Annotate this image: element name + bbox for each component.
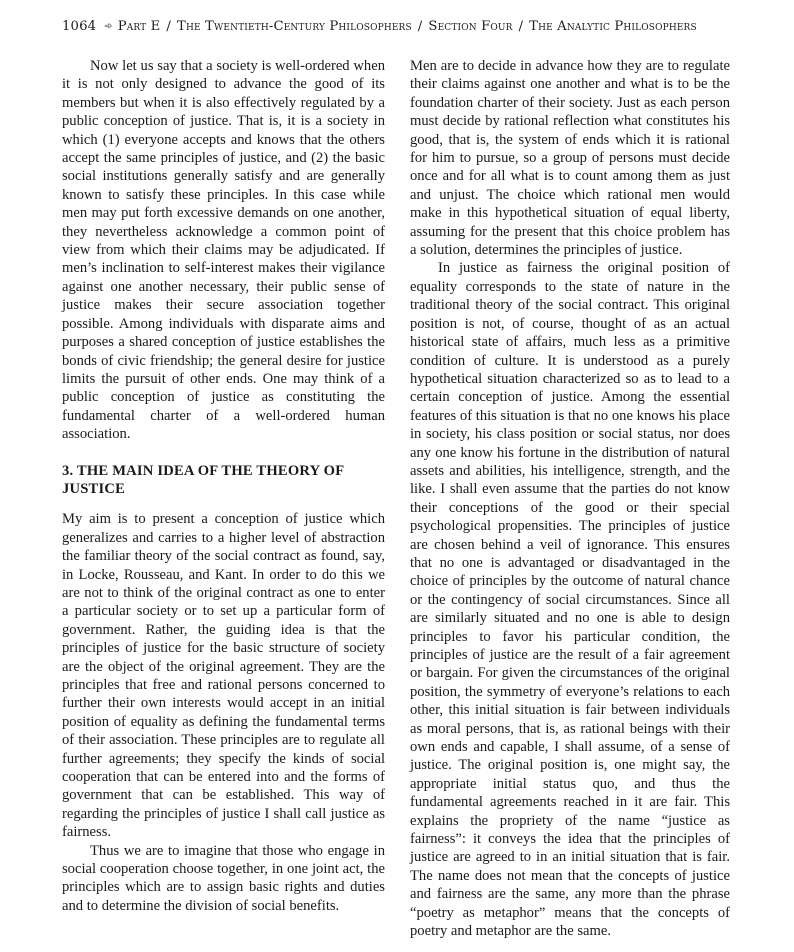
book-title: The Twentieth-Century Philosophers: [177, 19, 412, 34]
body-paragraph: Men are to decide in advance how they are to regulate their claims against one another and what is to be the foundation charter of their society. Just as each person must decide by rational reflection what constitutes his good, that is, the system of ends which it is rational for him to pursue, so a group of persons must decide once and for all what is to count among them as just and unjust. The choice which rational men would make in this hypothetical situation of equal liberty, assuming for the present that this choice problem has a solution, determines the principles of justice.: [410, 58, 730, 259]
header-separator: /: [166, 19, 172, 34]
arrow-icon: ➾: [104, 21, 113, 32]
body-paragraph: My aim is to present a conception of justice which generalizes and carries to a higher level of abstraction the familiar theory of the social contract as found, say, in Locke, Rousseau, and Kant. In order to do this we are not to think of the original contract as one to enter a particular society or to set up a particular form of government. Rather, the guiding idea is that the principles of justice for the basic structure of society are the object of the original agreement. They are the principles that free and rational persons concerned to further their own interests would accept in an initial position of equality as defining the fundamental terms of their association. These principles are to regulate all further agreements; they specify the kinds of social cooperation that can be entered into and the forms of government that can be established. This way of regarding the principles of justice I shall call justice as fairness.: [62, 511, 385, 841]
left-column: [62, 57, 385, 915]
body-paragraph: In justice as fairness the original position of equality corresponds to the state of nature in the traditional theory of the social contract. This original position is not, of course, thought of as an actual historical state of affairs, much less as a primitive condition of culture. It is understood as a purely hypothetical situation characterized so as to lead to a certain conception of justice. Among the essential features of this situation is that no one knows his place in society, his class position or social status, nor does any one know his fortune in the distribution of natural assets and abilities, his intelligence, strength, and the like. I shall even assume that the parties do not know their conceptions of the good or their special psychological propensities. The principles of justice are chosen behind a veil of ignorance. This ensures that no one is advantaged or disadvantaged in the choice of principles by the outcome of natural chance or the contingency of social circumstances. Since all are similarly situated and no one is able to design principles to favor his particular condition, the principles of justice are the result of a fair agreement or bargain. For given the circumstances of the original position, the symmetry of everyone’s relations to each other, this initial situation is fair between individuals as moral persons, that is, as rational beings with their own ends and capable, I shall assume, of a sense of justice. The original position is, one might say, the appropriate initial status quo, and thus the fundamental agreements reached in it are fair. This explains the propriety of the name “justice as fairness”: it conveys the idea that the principles of justice are agreed to in an initial situation that is fair. The name does not mean that the concepts of justice and fairness are the same, any more than the phrase “poetry as metaphor” means that the concepts of poetry and metaphor are the same.: [410, 260, 730, 940]
body-paragraph: Thus we are to imagine that those who engage in social cooperation choose together, in one joint act, the principles which are to assign basic rights and duties and to determine the division of social benefits.: [62, 842, 385, 914]
running-header: [62, 18, 742, 36]
part-label: Part E: [117, 19, 161, 34]
section-heading: 3. THE MAIN IDEA OF THE THEORY OF JUSTICE: [62, 462, 344, 497]
header-separator: /: [417, 19, 423, 34]
header-separator: /: [518, 19, 524, 34]
right-column: [410, 57, 730, 941]
section-label: Section Four: [428, 19, 513, 34]
body-paragraph: Now let us say that a society is well-ordered when it is not only designed to advance the good of its members but when it is also effectively regulated by a public conception of justice. That is, it is a society in which (1) everyone accepts and knows that the others accept the same principles of justice, and (2) the basic social institutions generally satisfy and are generally known to satisfy these principles. In this case while men may put forth excessive demands on one another, they nevertheless acknowledge a common point of view from which their claims may be adjudicated. If men’s inclination to self-interest makes their vigilance against one another necessary, their public sense of justice makes their secure association together possible. Among individuals with disparate aims and purposes a shared conception of justice establishes the bonds of civic friendship; the general desire for justice limits the pursuit of other ends. One may think of a public conception of justice as constituting the fundamental charter of a well-ordered human association.: [62, 58, 385, 443]
subsection-label: The Analytic Philosophers: [529, 19, 697, 34]
page-number: 1064: [62, 19, 97, 34]
